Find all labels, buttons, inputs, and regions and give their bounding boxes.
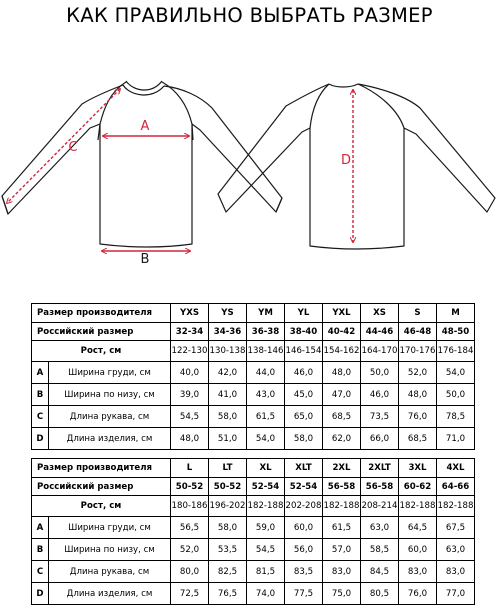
table-cell: 58,0 <box>209 517 247 539</box>
table-cell: 180-186 <box>171 496 209 517</box>
table-cell: 71,0 <box>437 428 475 450</box>
measure-key: B <box>32 384 49 406</box>
table-cell: 58,0 <box>209 406 247 428</box>
page-title: КАК ПРАВИЛЬНО ВЫБРАТЬ РАЗМЕР <box>66 4 433 27</box>
table-cell: 182-188 <box>323 496 361 517</box>
table-cell: 40-42 <box>323 323 361 341</box>
table-cell: 75,0 <box>323 583 361 605</box>
shirt-diagrams <box>0 0 499 300</box>
table-cell: 51,0 <box>209 428 247 450</box>
table-cell: 77,5 <box>285 583 323 605</box>
table-cell: 48,0 <box>399 384 437 406</box>
table-cell: 46,0 <box>285 362 323 384</box>
table-row <box>32 323 475 341</box>
size-cell: YS <box>209 304 247 323</box>
size-cell: YM <box>247 304 285 323</box>
table-cell: 56,5 <box>171 517 209 539</box>
size-cell: S <box>399 304 437 323</box>
table-cell: 68,5 <box>399 428 437 450</box>
table-cell: 154-162 <box>323 341 361 362</box>
table-row <box>32 539 475 561</box>
table-cell: 44,0 <box>247 362 285 384</box>
table-cell: 208-214 <box>361 496 399 517</box>
table-cell: 60-62 <box>399 478 437 496</box>
table-cell: 78,5 <box>437 406 475 428</box>
table-cell: 58,0 <box>285 428 323 450</box>
table-row <box>32 583 475 605</box>
table-cell: 60,0 <box>399 539 437 561</box>
table-cell: 39,0 <box>171 384 209 406</box>
table-row <box>32 459 475 478</box>
measure-key: D <box>32 428 49 450</box>
measure-d-label: D <box>340 153 352 168</box>
table-row <box>32 406 475 428</box>
size-cell: 3XL <box>399 459 437 478</box>
measure-c-label: C <box>68 140 78 155</box>
measure-key: B <box>32 539 49 561</box>
table-row <box>32 384 475 406</box>
table-cell: 64,5 <box>399 517 437 539</box>
table-cell: 83,0 <box>399 561 437 583</box>
table-cell: 67,5 <box>437 517 475 539</box>
size-cell: XL <box>247 459 285 478</box>
table-cell: 43,0 <box>247 384 285 406</box>
measure-label: Длина изделия, см <box>49 583 171 605</box>
size-table-2 <box>31 458 475 605</box>
measure-key: A <box>32 362 49 384</box>
table-cell: 52-54 <box>285 478 323 496</box>
size-cell: YXS <box>171 304 209 323</box>
table-cell: 61,5 <box>247 406 285 428</box>
measure-label: Длина рукава, см <box>49 561 171 583</box>
table-cell: 83,0 <box>323 561 361 583</box>
table-cell: 46,0 <box>361 384 399 406</box>
table-cell: 47,0 <box>323 384 361 406</box>
table-cell: 36-38 <box>247 323 285 341</box>
table-cell: 63,0 <box>361 517 399 539</box>
table-cell: 65,0 <box>285 406 323 428</box>
size-cell: XLT <box>285 459 323 478</box>
size-cell: M <box>437 304 475 323</box>
size-cell: YL <box>285 304 323 323</box>
manufacturer-size-label: Размер производителя <box>32 304 171 323</box>
measure-a-label: A <box>140 119 150 134</box>
manufacturer-size-label: Размер производителя <box>32 459 171 478</box>
table-cell: 52,0 <box>171 539 209 561</box>
table-cell: 54,5 <box>247 539 285 561</box>
front-shirt-outline <box>2 81 282 247</box>
table-cell: 54,0 <box>247 428 285 450</box>
table-cell: 176-184 <box>437 341 475 362</box>
measure-label: Длина рукава, см <box>49 406 171 428</box>
size-cell: 2XL <box>323 459 361 478</box>
table-cell: 202-208 <box>285 496 323 517</box>
size-cell: L <box>171 459 209 478</box>
size-cell: YXL <box>323 304 361 323</box>
table-cell: 76,5 <box>209 583 247 605</box>
table-cell: 34-36 <box>209 323 247 341</box>
table-cell: 48-50 <box>437 323 475 341</box>
table-cell: 62,0 <box>323 428 361 450</box>
table-cell: 82,5 <box>209 561 247 583</box>
table-cell: 46-48 <box>399 323 437 341</box>
table-cell: 58,5 <box>361 539 399 561</box>
table-row <box>32 304 475 323</box>
table-cell: 50-52 <box>171 478 209 496</box>
table-cell: 164-170 <box>361 341 399 362</box>
table-cell: 59,0 <box>247 517 285 539</box>
table-row <box>32 478 475 496</box>
back-shirt-outline <box>218 84 495 249</box>
table-cell: 38-40 <box>285 323 323 341</box>
table-cell: 42,0 <box>209 362 247 384</box>
russian-size-label: Российский размер <box>32 478 171 496</box>
size-cell: 4XL <box>437 459 475 478</box>
table-cell: 45,0 <box>285 384 323 406</box>
table-cell: 61,5 <box>323 517 361 539</box>
table-cell: 83,0 <box>437 561 475 583</box>
table-cell: 73,5 <box>361 406 399 428</box>
table-cell: 54,0 <box>437 362 475 384</box>
table-cell: 122-130 <box>171 341 209 362</box>
table-row <box>32 341 475 362</box>
table-cell: 64-66 <box>437 478 475 496</box>
measure-label: Ширина по низу, см <box>49 539 171 561</box>
table-cell: 32-34 <box>171 323 209 341</box>
table-cell: 196-202 <box>209 496 247 517</box>
table-row <box>32 496 475 517</box>
table-cell: 50,0 <box>437 384 475 406</box>
measure-label: Ширина по низу, см <box>49 384 171 406</box>
table-cell: 54,5 <box>171 406 209 428</box>
measure-key: D <box>32 583 49 605</box>
table-cell: 76,0 <box>399 583 437 605</box>
measure-label: Ширина груди, см <box>49 362 171 384</box>
table-cell: 50,0 <box>361 362 399 384</box>
table-row <box>32 517 475 539</box>
table-cell: 77,0 <box>437 583 475 605</box>
table-cell: 182-188 <box>437 496 475 517</box>
table-cell: 50-52 <box>209 478 247 496</box>
table-cell: 40,0 <box>171 362 209 384</box>
table-cell: 76,0 <box>399 406 437 428</box>
table-cell: 48,0 <box>323 362 361 384</box>
size-cell: 2XLT <box>361 459 399 478</box>
table-cell: 182-188 <box>247 496 285 517</box>
measure-c-arrow <box>7 89 120 203</box>
measure-key: C <box>32 561 49 583</box>
table-cell: 56-58 <box>323 478 361 496</box>
table-cell: 138-146 <box>247 341 285 362</box>
table-cell: 60,0 <box>285 517 323 539</box>
size-table-1 <box>31 303 475 450</box>
table-row <box>32 362 475 384</box>
height-label: Рост, см <box>32 341 171 362</box>
measure-b-label: B <box>140 252 150 267</box>
table-cell: 56,0 <box>285 539 323 561</box>
table-row <box>32 428 475 450</box>
height-label: Рост, см <box>32 496 171 517</box>
table-cell: 53,5 <box>209 539 247 561</box>
table-cell: 74,0 <box>247 583 285 605</box>
size-cell: XS <box>361 304 399 323</box>
measure-key: C <box>32 406 49 428</box>
table-cell: 52-54 <box>247 478 285 496</box>
table-cell: 83,5 <box>285 561 323 583</box>
table-cell: 182-188 <box>399 496 437 517</box>
table-cell: 52,0 <box>399 362 437 384</box>
russian-size-label: Российский размер <box>32 323 171 341</box>
table-cell: 66,0 <box>361 428 399 450</box>
table-cell: 48,0 <box>171 428 209 450</box>
table-cell: 170-176 <box>399 341 437 362</box>
table-cell: 41,0 <box>209 384 247 406</box>
table-cell: 56-58 <box>361 478 399 496</box>
table-cell: 81,5 <box>247 561 285 583</box>
measure-label: Ширина груди, см <box>49 517 171 539</box>
table-cell: 68,5 <box>323 406 361 428</box>
table-cell: 57,0 <box>323 539 361 561</box>
measure-key: A <box>32 517 49 539</box>
measure-label: Длина изделия, см <box>49 428 171 450</box>
table-cell: 130-138 <box>209 341 247 362</box>
table-row <box>32 561 475 583</box>
table-cell: 63,0 <box>437 539 475 561</box>
table-cell: 44-46 <box>361 323 399 341</box>
table-cell: 80,5 <box>361 583 399 605</box>
table-cell: 146-154 <box>285 341 323 362</box>
table-cell: 84,5 <box>361 561 399 583</box>
table-cell: 72,5 <box>171 583 209 605</box>
size-cell: LT <box>209 459 247 478</box>
table-cell: 80,0 <box>171 561 209 583</box>
